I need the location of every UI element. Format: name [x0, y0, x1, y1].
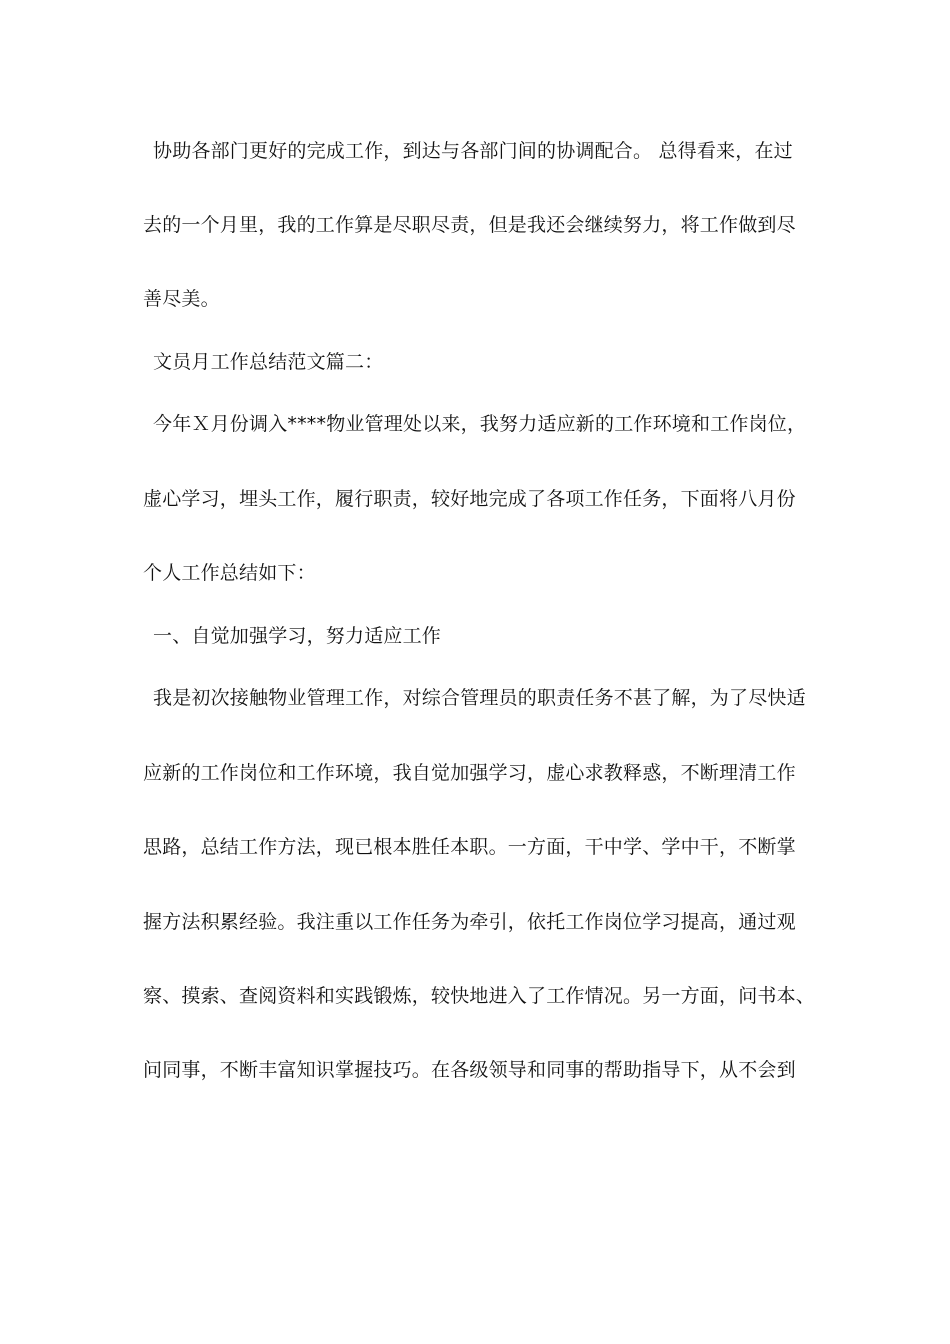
subsection-heading: 一、自觉加强学习，努力适应工作: [153, 625, 442, 647]
paragraph-line: 应新的工作岗位和工作环境，我自觉加强学习，虚心求教释惑，不断理清工作: [143, 762, 796, 784]
section-heading: 文员月工作总结范文篇二：: [153, 351, 384, 373]
paragraph-line: 去的一个月里，我的工作算是尽职尽责，但是我还会继续努力，将工作做到尽: [143, 214, 796, 236]
paragraph-line: 我是初次接触物业管理工作，对综合管理员的职责任务不甚了解，为了尽快适: [153, 687, 806, 709]
paragraph-line: 个人工作总结如下：: [143, 562, 316, 584]
paragraph-line: 善尽美。: [143, 288, 220, 310]
paragraph-line: 虚心学习，埋头工作，履行职责，较好地完成了各项工作任务，下面将八月份: [143, 488, 796, 510]
paragraph-line: 握方法积累经验。我注重以工作任务为牵引，依托工作岗位学习提高，通过观: [143, 911, 796, 933]
paragraph-line: 思路，总结工作方法，现已根本胜任本职。一方面，干中学、学中干，不断掌: [143, 836, 796, 858]
paragraph-line: 协助各部门更好的完成工作，到达与各部门间的协调配合。 总得看来，在过: [153, 140, 793, 162]
paragraph-line: 今年Ｘ月份调入****物业管理处以来，我努力适应新的工作环境和工作岗位，: [153, 413, 807, 435]
paragraph-line: 问同事，不断丰富知识掌握技巧。在各级领导和同事的帮助指导下，从不会到: [143, 1059, 796, 1081]
paragraph-line: 察、摸索、查阅资料和实践锻炼，较快地进入了工作情况。另一方面，问书本、: [143, 985, 816, 1007]
